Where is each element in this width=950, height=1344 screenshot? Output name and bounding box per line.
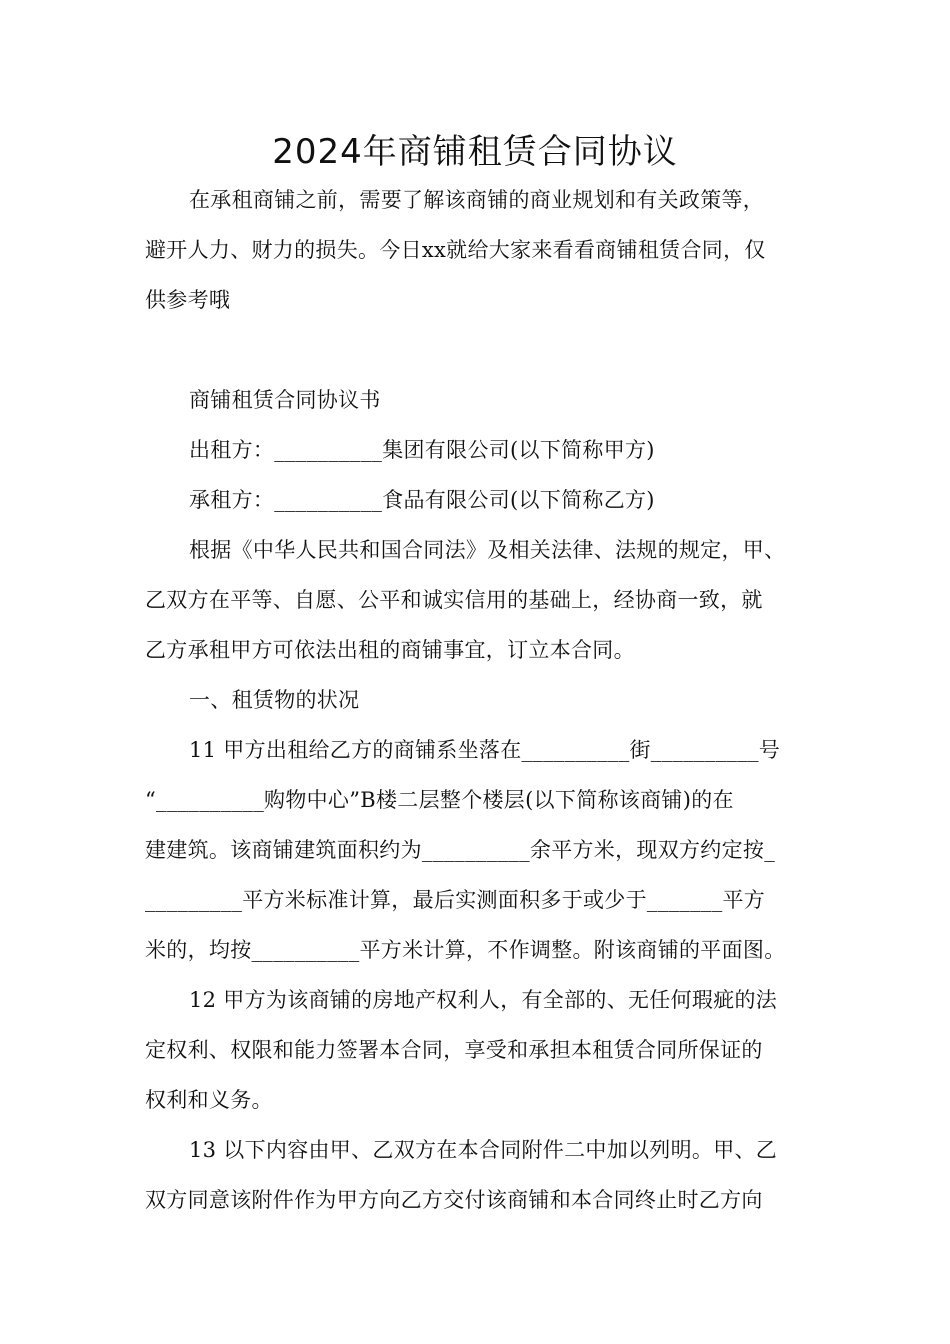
text-line: 13 以下内容由甲、乙双方在本合同附件二中加以列明。甲、乙 (189, 1138, 778, 1162)
text-line: _________平方米标准计算，最后实测面积多于或少于_______平方 (145, 888, 766, 912)
text-line: 双方同意该附件作为甲方向乙方交付该商铺和本合同终止时乙方向 (145, 1188, 763, 1212)
text-line: 11 甲方出租给乙方的商铺系坐落在__________街__________号 (189, 738, 781, 762)
text-line: 建建筑。该商铺建筑面积约为__________余平方米，现双方约定按_ (145, 838, 775, 862)
text-line: 避开人力、财力的损失。今日xx就给大家来看看商铺租赁合同，仅 (145, 238, 766, 262)
lessee-line: 承租方：__________食品有限公司(以下简称乙方) (189, 488, 655, 512)
text-line: 在承租商铺之前，需要了解该商铺的商业规划和有关政策等， (189, 188, 765, 212)
lessor-line: 出租方：__________集团有限公司(以下简称甲方) (189, 438, 655, 462)
text-line: 乙方承租甲方可依法出租的商铺事宜，订立本合同。 (145, 638, 635, 662)
text-line: 乙双方在平等、自愿、公平和诚实信用的基础上，经协商一致，就 (145, 588, 763, 612)
text-line: “__________购物中心”B楼二层整个楼层(以下简称该商铺)的在 (145, 788, 734, 812)
section-heading: 一、租赁物的状况 (189, 688, 360, 712)
text-line: 权利和义务。 (145, 1088, 273, 1112)
text-line: 供参考哦 (145, 288, 231, 312)
text-line: 12 甲方为该商铺的房地产权利人，有全部的、无任何瑕疵的法 (189, 988, 778, 1012)
text-line: 根据《中华人民共和国合同法》及相关法律、法规的规定，甲、 (189, 538, 786, 562)
section-heading: 商铺租赁合同协议书 (189, 388, 381, 412)
document-title: 2024年商铺租赁合同协议 (272, 132, 678, 172)
text-line: 定权利、权限和能力签署本合同，享受和承担本租赁合同所保证的 (145, 1038, 763, 1062)
text-line: 米的，均按__________平方米计算，不作调整。附该商铺的平面图。 (145, 938, 786, 962)
